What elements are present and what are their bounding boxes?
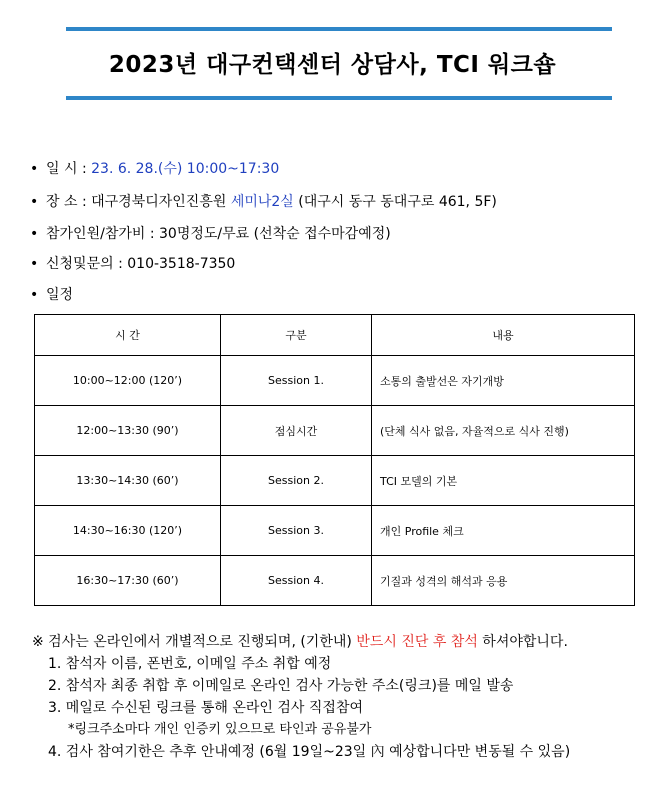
notes-intro-highlight: 반드시 진단 후 참석: [356, 634, 478, 650]
bullet-icon: •: [30, 226, 39, 242]
row-content: 기질과 성격의 해석과 응용: [372, 556, 635, 606]
header-content: 내용: [372, 315, 635, 356]
info-date-value: 23. 6. 28.(수) 10:00~17:30: [91, 161, 280, 177]
row-content: TCI 모델의 기본: [372, 456, 635, 506]
bullet-icon: •: [30, 161, 39, 177]
info-participants: [30, 223, 391, 243]
row-time: 13:30~14:30 (60’): [35, 456, 221, 506]
info-date-label: 일 시 :: [46, 161, 87, 177]
bullet-icon: •: [30, 287, 39, 303]
info-contact-label: 신청및문의 :: [46, 256, 123, 272]
info-place-address: (대구시 동구 동대구로 461, 5F): [298, 194, 497, 210]
row-type: Session 4.: [221, 556, 372, 606]
info-participants-label: 참가인원/참가비 :: [46, 226, 155, 242]
row-time: 12:00~13:30 (90’): [35, 406, 221, 456]
row-time: 16:30~17:30 (60’): [35, 556, 221, 606]
info-schedule-label: 일정: [46, 287, 74, 303]
header-type: 구분: [221, 315, 372, 356]
note-item: 4. 검사 참여기한은 추후 안내예정 (6월 19일~23일 內 예상합니다만 변동될 수 있음): [48, 744, 571, 760]
row-content: (단체 식사 없음, 자율적으로 식사 진행): [372, 406, 635, 456]
notes-intro-suffix: 하셔야합니다.: [477, 634, 568, 650]
title-top-rule: [66, 27, 612, 31]
title-bottom-rule: [66, 96, 612, 100]
info-participants-value: 30명정도/무료 (선착순 접수마감예정): [159, 226, 391, 242]
table-header-row: [35, 315, 635, 356]
info-place-venue: 대구경북디자인진흥원: [91, 194, 227, 210]
notes-section: [32, 631, 570, 763]
table-row: [35, 406, 635, 456]
info-schedule-heading: [30, 284, 73, 304]
table-row: [35, 556, 635, 606]
schedule-table: [34, 314, 635, 606]
row-type: Session 2.: [221, 456, 372, 506]
note-item: 1. 참석자 이름, 폰번호, 이메일 주소 취합 예정: [48, 656, 332, 672]
notes-intro: [32, 631, 570, 653]
header-time: 시 간: [35, 315, 221, 356]
info-place-room: 세미나2실: [230, 194, 294, 210]
bullet-icon: •: [30, 194, 39, 210]
row-content: 개인 Profile 체크: [372, 506, 635, 556]
table-row: [35, 506, 635, 556]
page-title: 2023년 대구컨택센터 상담사, TCI 워크숍: [108, 52, 557, 78]
notes-intro-prefix: ※ 검사는 온라인에서 개별적으로 진행되며, (기한내): [32, 634, 357, 650]
row-type: Session 3.: [221, 506, 372, 556]
info-date: [30, 158, 279, 178]
info-contact-value: 010-3518-7350: [127, 256, 236, 272]
row-time: 10:00~12:00 (120’): [35, 356, 221, 406]
info-contact: [30, 253, 235, 273]
note-item: 3. 메일로 수신된 링크를 통해 온라인 검사 직접참여: [48, 700, 363, 716]
row-type: 점심시간: [221, 406, 372, 456]
row-time: 14:30~16:30 (120’): [35, 506, 221, 556]
row-content: 소통의 출발선은 자기개방: [372, 356, 635, 406]
row-type: Session 1.: [221, 356, 372, 406]
table-row: [35, 356, 635, 406]
table-row: [35, 456, 635, 506]
bullet-icon: •: [30, 256, 39, 272]
info-place-label: 장 소 :: [46, 194, 87, 210]
info-place: [30, 191, 497, 211]
note-sub-item: *링크주소마다 개인 인증키 있으므로 타인과 공유불가: [68, 722, 372, 737]
note-item: 2. 참석자 최종 취합 후 이메일로 온라인 검사 가능한 주소(링크)를 메일 발송: [48, 678, 514, 694]
